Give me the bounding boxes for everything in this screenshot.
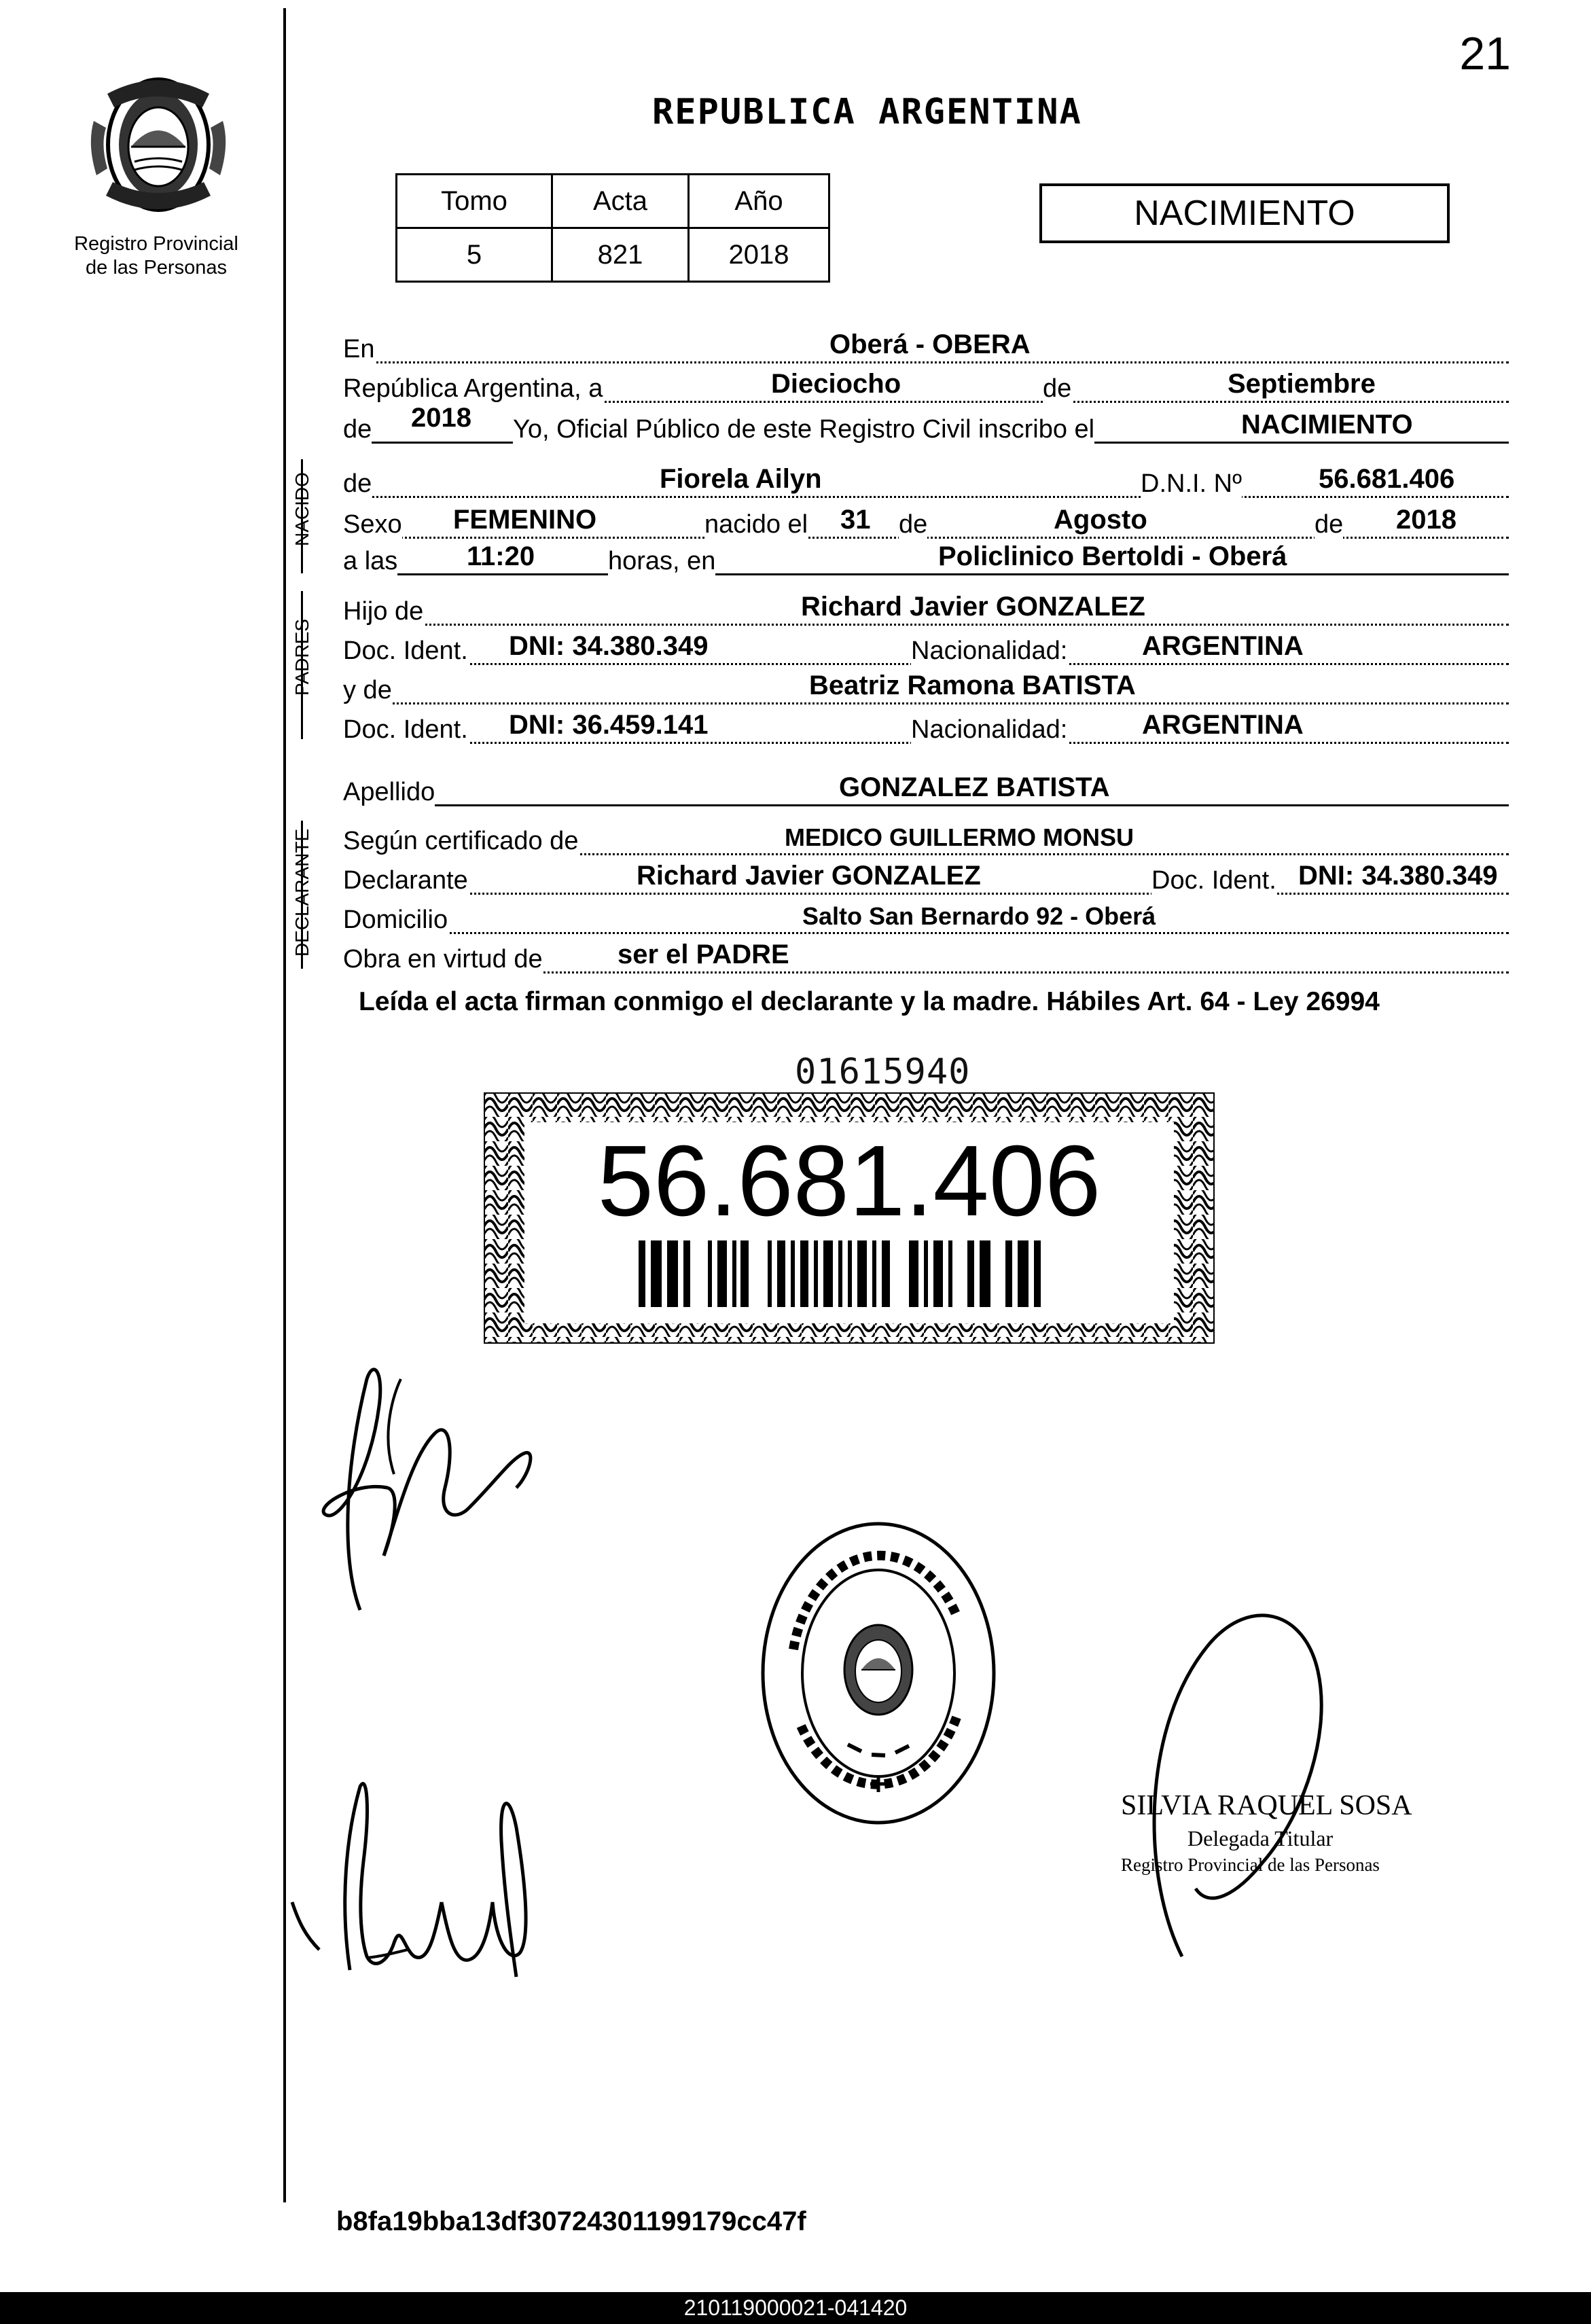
record-header-acta: Acta bbox=[552, 175, 689, 228]
domicilio-value: Salto San Bernardo 92 - Oberá bbox=[802, 902, 1156, 930]
nacido-section-label: NACIDO bbox=[291, 472, 312, 546]
obra-row bbox=[343, 933, 1509, 973]
obra-label: Obra en virtud de bbox=[343, 945, 543, 973]
record-value-tomo: 5 bbox=[397, 228, 552, 282]
date-row bbox=[343, 363, 1509, 403]
nacido-label-a-las: a las bbox=[343, 547, 398, 575]
record-table-header-row bbox=[397, 175, 829, 228]
apellido-value: GONZALEZ BATISTA bbox=[839, 772, 1110, 802]
father-nationality: ARGENTINA bbox=[1142, 631, 1304, 661]
nacido-name-row bbox=[343, 458, 1509, 498]
padres-label-y-de: y de bbox=[343, 676, 392, 704]
padres-label-hijo: Hijo de bbox=[343, 597, 424, 626]
mother-signature bbox=[285, 1766, 557, 1990]
apellido-label: Apellido bbox=[343, 778, 435, 806]
date-label-a: República Argentina, a bbox=[343, 374, 603, 403]
record-value-acta: 821 bbox=[552, 228, 689, 282]
place-row bbox=[343, 323, 1509, 363]
mother-nationality: ARGENTINA bbox=[1142, 710, 1304, 740]
mother-row bbox=[343, 664, 1509, 704]
father-doc-row bbox=[343, 625, 1509, 665]
date-label-de: de bbox=[1043, 374, 1072, 403]
nacido-label-de: de bbox=[343, 469, 372, 498]
place-label: En bbox=[343, 335, 375, 363]
nacido-label-de-month: de bbox=[899, 510, 928, 539]
nacido-label-de-year: de bbox=[1315, 510, 1344, 539]
record-header-tomo: Tomo bbox=[397, 175, 552, 228]
record-value-anio: 2018 bbox=[689, 228, 829, 282]
father-row bbox=[343, 586, 1509, 626]
official-name: SILVIA RAQUEL SOSA bbox=[1121, 1790, 1412, 1821]
record-header-anio: Año bbox=[689, 175, 829, 228]
inscribe-label-de: de bbox=[343, 415, 372, 444]
inscribe-event: NACIMIENTO bbox=[1241, 410, 1413, 440]
mother-name: Beatriz Ramona BATISTA bbox=[809, 671, 1136, 700]
nacido-day: 31 bbox=[840, 505, 871, 535]
document-title: REPUBLICA ARGENTINA bbox=[652, 92, 1082, 132]
declarante-doc: DNI: 34.380.349 bbox=[1298, 861, 1498, 891]
domicilio-row bbox=[343, 894, 1509, 934]
nacido-sex-row bbox=[343, 499, 1509, 539]
nacido-label-horas: horas, en bbox=[608, 547, 716, 575]
record-type-box: NACIMIENTO bbox=[1039, 183, 1450, 243]
father-label-nac: Nacionalidad: bbox=[911, 637, 1068, 665]
declarante-label-cert: Según certificado de bbox=[343, 827, 579, 855]
delegation-seal-icon bbox=[753, 1514, 1004, 1833]
domicilio-label: Domicilio bbox=[343, 906, 448, 934]
inscribe-year: 2018 bbox=[411, 403, 471, 433]
padres-section-label: PADRES bbox=[291, 618, 312, 696]
registry-label-line1: Registro Provincial bbox=[74, 233, 238, 255]
cert-row bbox=[343, 815, 1509, 855]
document-hash: b8fa19bba13df30724301199179cc47f bbox=[336, 2206, 806, 2236]
nacido-time: 11:20 bbox=[467, 541, 535, 571]
declarante-label: Declarante bbox=[343, 866, 468, 895]
inscribe-row bbox=[343, 404, 1509, 444]
serial-number: 01615940 bbox=[795, 1052, 971, 1092]
inscribe-label: Yo, Oficial Público de este Registro Civil inscribo el bbox=[513, 415, 1095, 444]
date-month: Septiembre bbox=[1228, 369, 1376, 399]
nacido-year: 2018 bbox=[1396, 505, 1456, 535]
nacido-place: Policlinico Bertoldi - Oberá bbox=[938, 541, 1287, 571]
record-table-value-row bbox=[397, 228, 829, 282]
nacido-label-nacido-el: nacido el bbox=[704, 510, 808, 539]
declarante-cert: MEDICO GUILLERMO MONSU bbox=[785, 823, 1134, 851]
apellido-row bbox=[343, 766, 1509, 806]
nacido-label-sexo: Sexo bbox=[343, 510, 402, 539]
obra-value: ser el PADRE bbox=[618, 940, 789, 969]
official-title: Delegada Titular bbox=[1187, 1826, 1334, 1851]
nacido-time-row bbox=[343, 535, 1509, 575]
declarant-signature bbox=[299, 1352, 557, 1624]
page-number: 21 bbox=[1459, 28, 1511, 79]
declarante-row bbox=[343, 855, 1509, 895]
official-signature bbox=[1128, 1590, 1413, 1970]
declarante-label-doc: Doc. Ident. bbox=[1151, 866, 1276, 895]
sticker-dni-number: 56.681.406 bbox=[597, 1125, 1101, 1237]
mother-label-nac: Nacionalidad: bbox=[911, 715, 1068, 744]
registry-label bbox=[27, 232, 285, 280]
mother-label-doc: Doc. Ident. bbox=[343, 715, 468, 744]
footer-code: 210119000021-041420 bbox=[0, 2292, 1591, 2324]
declarante-name: Richard Javier GONZALEZ bbox=[637, 861, 981, 891]
nacido-name: Fiorela Ailyn bbox=[660, 464, 822, 494]
father-label-doc: Doc. Ident. bbox=[343, 637, 468, 665]
nacido-dni: 56.681.406 bbox=[1319, 464, 1455, 494]
registry-label-line2: de las Personas bbox=[86, 257, 227, 279]
date-day: Dieciocho bbox=[771, 369, 901, 399]
mother-doc-row bbox=[343, 704, 1509, 744]
mother-doc: DNI: 36.459.141 bbox=[509, 710, 709, 740]
place-value: Oberá - OBERA bbox=[829, 329, 1031, 359]
provincial-coat-of-arms-icon bbox=[80, 67, 236, 223]
closing-statement: Leída el acta firman conmigo el declarante y la madre. Hábiles Art. 64 - Ley 26994 bbox=[359, 987, 1380, 1016]
nacido-sexo: FEMENINO bbox=[453, 505, 597, 535]
nacido-label-dni: D.N.I. Nº bbox=[1141, 469, 1242, 498]
declarante-section-label: DECLARANTE bbox=[291, 828, 312, 957]
father-name: Richard Javier GONZALEZ bbox=[801, 592, 1145, 622]
record-table bbox=[395, 173, 830, 283]
nacido-month: Agosto bbox=[1054, 505, 1147, 535]
official-office: Registro Provincial de las Personas bbox=[1121, 1855, 1380, 1875]
father-doc: DNI: 34.380.349 bbox=[509, 631, 709, 661]
